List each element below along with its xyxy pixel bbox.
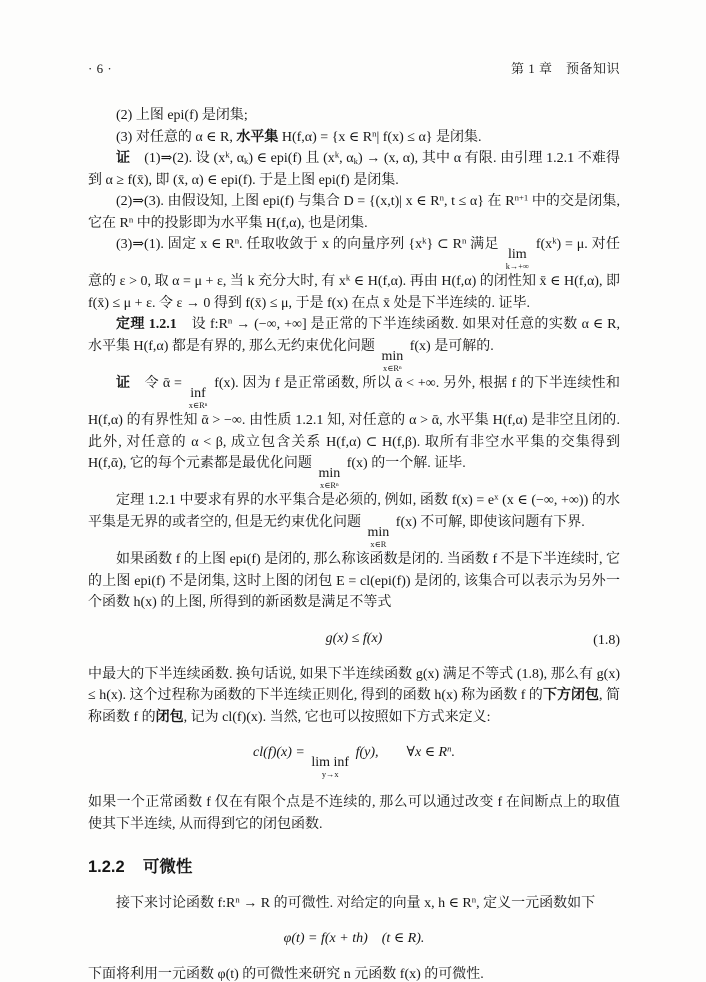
display-formula [88, 741, 620, 779]
text-run: → R 的可微性. 对给定的向量 x, h ∈ R [239, 895, 472, 911]
math-limit [381, 350, 403, 373]
paragraph [88, 964, 620, 982]
text-run: 证 [116, 375, 131, 391]
paragraph [88, 549, 620, 614]
text-run: n [471, 894, 477, 905]
chapter-title: 第 1 章 预备知识 [510, 61, 620, 76]
text-run: 如果函数 f 的上图 epi(f) 是闭的, 那么称该函数是闭的. 当函数 f 不是下半连续时, 它的上图 epi(f) 不是闭集, 这时上图的闭包 E = cl(epi(f)) 是闭的, 该集合可以表示为另外一个函数 h(x) 的上图, 所得到的新函数是满足不等式 [88, 552, 620, 611]
text-run: (2) 上图 epi(f) 是闭集; [116, 108, 248, 123]
limit-operator: lim [508, 246, 527, 262]
paragraph [88, 893, 620, 915]
limit-subscript: x∈Rⁿ [320, 480, 339, 490]
limit-operator: min [367, 524, 390, 540]
text-run: f(x) 的一个解. 证毕. [343, 456, 466, 472]
text-run: , 简称函数 f 的 [88, 688, 621, 725]
text-run: f(x) 不可解, 即使该问题有下界. [392, 514, 585, 530]
text-run: 令 ᾱ = [130, 375, 186, 391]
text-run: 证 [116, 151, 131, 166]
formula-content [253, 743, 455, 779]
text-run: 设 f:R [176, 317, 228, 333]
text-run: n [461, 235, 467, 246]
text-run: , 定义一元函数如下 [476, 895, 596, 911]
text-run: k [345, 272, 351, 283]
paragraph [88, 148, 620, 191]
limit-operator: min [318, 465, 341, 481]
text-run: | f(x) ≤ α} 是闭集. [376, 129, 482, 145]
paragraph [88, 490, 620, 549]
text-run: k [334, 149, 340, 160]
paragraph [88, 792, 620, 835]
limit-operator: inf [190, 385, 206, 401]
section-title: 可微性 [142, 858, 193, 877]
text-run: n [234, 235, 240, 246]
text-run: n [235, 894, 240, 905]
equation-number: (1.8) [593, 632, 620, 648]
text-run: f(x) 是可解的. [406, 338, 494, 354]
math-limit [318, 467, 340, 490]
math-limit [311, 756, 349, 779]
text-run: k [225, 149, 230, 160]
limit-subscript: x∈R [370, 539, 387, 549]
paragraph [88, 373, 620, 490]
text-run: n [227, 315, 233, 326]
text-run: k [422, 235, 427, 246]
paragraph [88, 127, 620, 149]
text-run: f(y), [352, 745, 379, 761]
text-run: . 任取收敛于 x 的向量序列 {x [239, 237, 423, 252]
text-run: k [353, 156, 358, 167]
text-run: } ⊂ R [426, 237, 462, 252]
text-run: , t ≤ α} 在 R [443, 194, 515, 209]
paragraph [88, 314, 620, 373]
text-run: ) → (x, α), 其中 α 有限. 由引理 1.2.1 不难得到 α ≥ f(x̄), 即 (x̄, α) ∈ epi(f). 于是上图 epi(f) 是闭集. [88, 151, 620, 188]
text-run: 水平集 [236, 129, 279, 145]
text-run: 下方闭包 [542, 688, 599, 704]
text-run: n [447, 743, 452, 754]
text-run: 定理 1.2.1 中要求有界的水平集合是必须的, 例如, 函数 f(x) = e [116, 493, 495, 509]
text-run: ) ∈ epi(f) 且 (x [248, 151, 335, 166]
text-run: 闭包 [155, 709, 184, 725]
text-run: , α [339, 151, 354, 166]
text-run: 中的投影即为水平集 H(f,α), 也是闭集. [133, 215, 368, 231]
text-run: k [552, 235, 557, 246]
limit-subscript: y→x [321, 769, 339, 779]
page-body [88, 105, 620, 982]
limit-subscript: x∈Rⁿ [188, 400, 208, 410]
page-number: · 6 · [88, 61, 113, 76]
text-run: x [494, 491, 499, 502]
text-run: ∀x ∈ R [378, 745, 448, 761]
text-run: n [372, 128, 377, 139]
display-formula [88, 627, 620, 651]
text-run: ∈ H(f,α). 再由 H(f,α) 的闭性知 x̄ ∈ H(f,α), 即 f(x̄) ≤ μ + ε. 令 ε → 0 得到 f(x̄) ≤ μ, 于是 f(x) 在点 x̄ 处是下半连续的. 证毕. [88, 274, 620, 311]
paragraph [88, 664, 620, 729]
text-run: n [439, 192, 444, 203]
text-run: ) = μ. 对任意的 ε > 0, 取 α = μ + ε, 当 k 充分大时, 有 x [88, 237, 620, 290]
text-run: φ(t) = f(x + th) (t ∈ R). [283, 931, 425, 947]
text-run: (x ∈ (−∞, +∞)) 的水平集是无界的或者空的, 但是无约束优化问题 [88, 493, 620, 530]
text-run: (3) 对任意的 α ∈ R, [116, 129, 237, 145]
math-limit [506, 248, 529, 271]
text-run: 定理 1.2.1 [116, 317, 177, 333]
formula-content [284, 931, 425, 946]
text-run: H(f,α) = {x ∈ R [278, 129, 373, 145]
math-limit [368, 526, 390, 549]
display-formula [88, 927, 620, 951]
text-run: f(x). 因为 f 是正常函数, 所以 ᾱ < +∞. 另外, 根据 f 的下半连续性和 H(f,α) 的有界性知 ᾱ > −∞. 由性质 1.2.1 知, 对任意的 α > ᾱ, 水平集 H(f,α) 是非空且闭的. 此外, 对任意的 α < β, 成立包含关系 H(f,α) ⊂ H(f,β). 取所有非空水平集的交集得到 H(f,ᾱ), 它的每个元素都是最优化问题 [88, 375, 621, 472]
text-run: f(x [532, 237, 553, 252]
text-run: 满足 [466, 237, 503, 252]
text-run: (1)⇒(2). 设 (x [130, 151, 226, 166]
limit-subscript: k→+∞ [505, 261, 529, 271]
section-heading [88, 857, 620, 879]
text-run: 中最大的下半连续函数. 换句话说, 如果下半连续函数 g(x) 满足不等式 (1.8), 那么有 g(x) ≤ h(x). 这个过程称为函数的下半连续正则化, 得到的函数 h(x) 称为函数 f 的 [88, 666, 620, 704]
text-run: n+1 [514, 192, 529, 203]
limit-subscript: x∈Rⁿ [383, 363, 402, 373]
text-run: → (−∞, +∞] 是正常的下半连续函数. 如果对任意的实数 α ∈ R, 水平集 H(f,α) 都是有界的, 那么无约束优化问题 [88, 317, 621, 354]
text-run: 如果一个正常函数 f 仅在有限个点是不连续的, 那么可以通过改变 f 在间断点上的取值使其下半连续, 从而得到它的闭包函数. [88, 795, 620, 832]
text-run: cl(f)(x) = [253, 745, 309, 761]
math-limit [189, 387, 208, 410]
paragraph [88, 105, 620, 127]
text-run: . [451, 745, 455, 761]
text-run: (2)⇒(3). 由假设知, 上图 epi(f) 与集合 D = {(x,t)| x ∈ R [116, 194, 440, 209]
text-run: 接下来讨论函数 f:R [116, 895, 236, 911]
text-run: g(x) ≤ f(x) [325, 630, 383, 646]
page-header [88, 58, 620, 77]
text-run: (3)⇒(1). 固定 x ∈ R [116, 237, 235, 252]
text-run: 下面将利用一元函数 φ(t) 的可微性来研究 n 元函数 f(x) 的可微性. [88, 967, 484, 982]
text-run: , α [229, 151, 245, 166]
text-run: , 记为 cl(f)(x). 当然, 它也可以按照如下方式来定义: [183, 709, 491, 725]
text-run: 中的交是闭集, 它在 R [88, 194, 621, 231]
formula-content [326, 631, 383, 646]
paragraph [88, 234, 620, 314]
limit-operator: min [381, 348, 404, 364]
text-run: k [244, 156, 249, 167]
text-run: n [128, 214, 134, 225]
limit-operator: lim inf [311, 754, 350, 770]
paragraph [88, 191, 620, 234]
section-number: 1.2.2 [88, 858, 125, 877]
